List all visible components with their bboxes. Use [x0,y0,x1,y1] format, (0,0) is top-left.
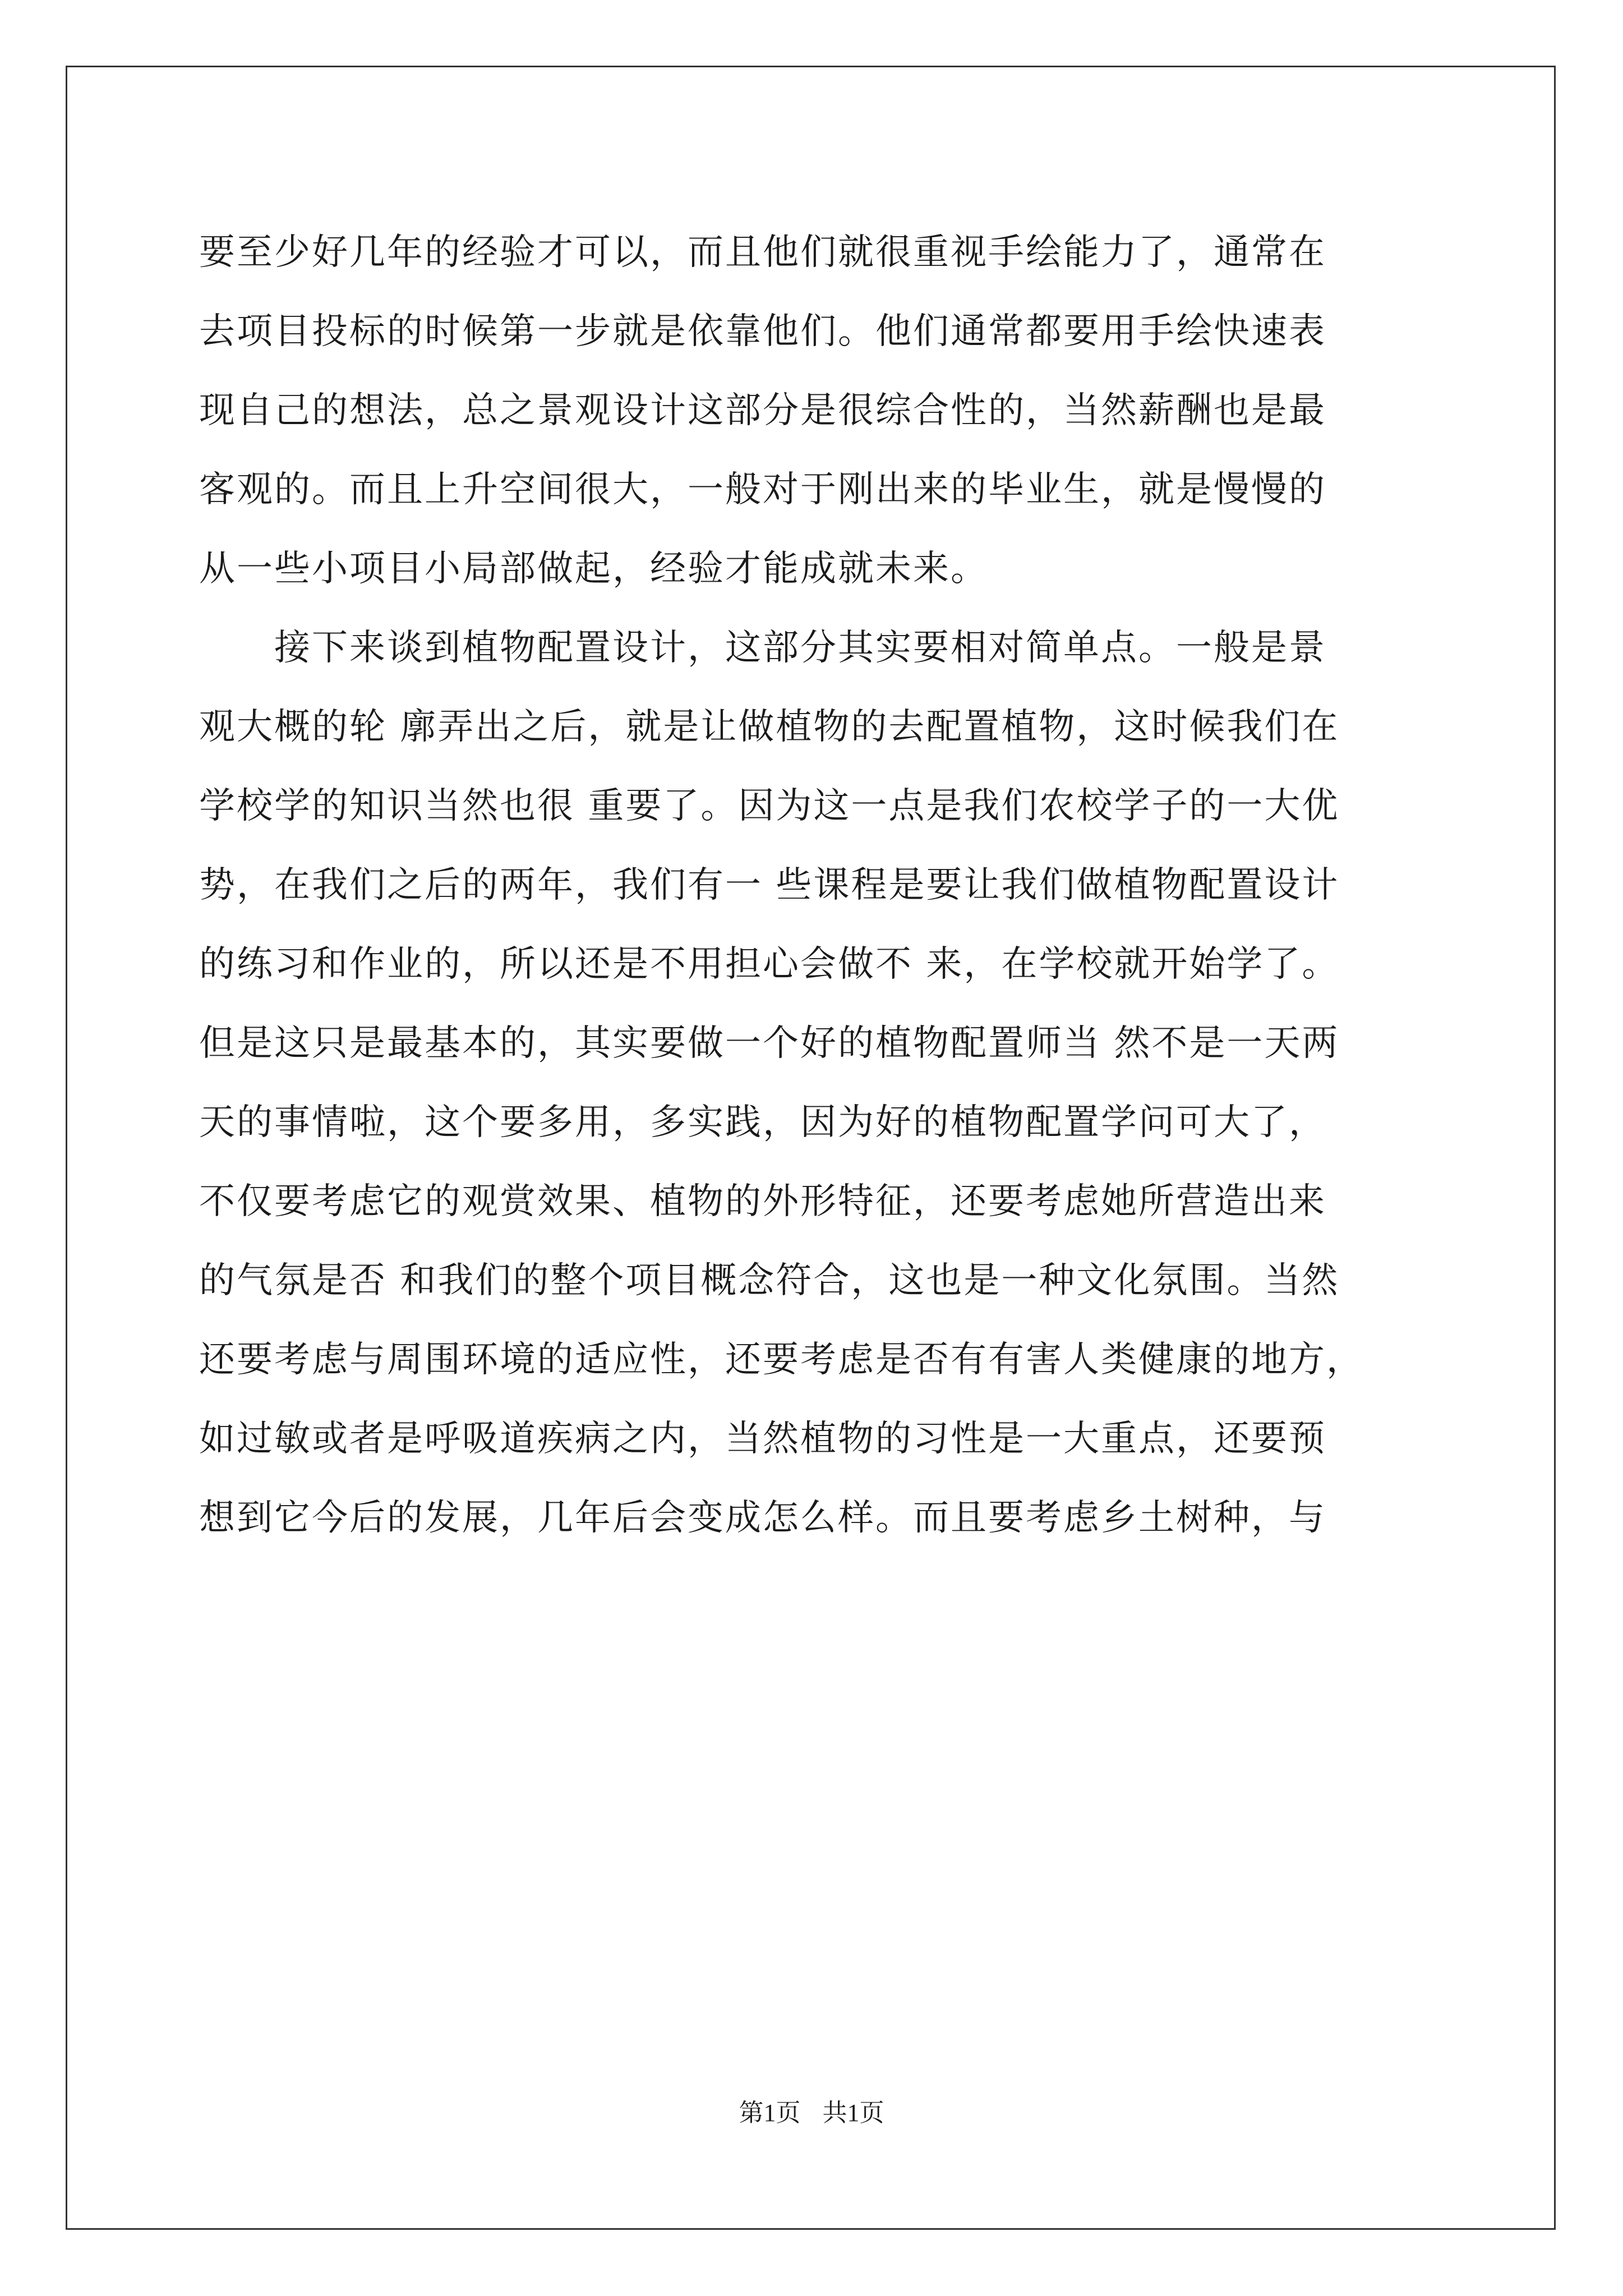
text-line: 但是这只是最基本的，其实要做一个好的植物配置师当 然不是一天两 [199,1023,1340,1064]
text-line: 势，在我们之后的两年，我们有一 些课程是要让我们做植物配置设计 [199,864,1340,906]
text-line: 要至少好几年的经验才可以，而且他们就很重视手绘能力了，通常在 [199,232,1326,273]
text-line: 客观的。而且上升空间很大，一般对于刚出来的毕业生，就是慢慢的 [199,469,1326,510]
page-footer [0,2092,1623,2128]
paragraph [199,213,1438,609]
paragraph [199,609,1438,1558]
text-line: 还要考虑与周围环境的适应性，还要考虑是否有有害人类健康的地方， [199,1339,1364,1381]
text-line: 从一些小项目小局部做起，经验才能成就未来。 [199,548,988,590]
text-line: 现自己的想法，总之景观设计这部分是很综合性的，当然薪酬也是最 [199,390,1326,431]
text-line: 学校学的知识当然也很 重要了。因为这一点是我们农校学子的一大优 [199,785,1340,827]
page-number: 第1页 [739,2099,801,2127]
text-line: 去项目投标的时候第一步就是依靠他们。他们通常都要用手绘快速表 [199,311,1326,352]
text-line: 的气氛是否 和我们的整个项目概念符合，这也是一种文化氛围。当然 [199,1260,1340,1301]
text-line: 的练习和作业的，所以还是不用担心会做不 来，在学校就开始学了。 [199,944,1340,985]
page-total: 共1页 [822,2099,884,2127]
text-line: 天的事情啦，这个要多用，多实践，因为好的植物配置学问可大了， [199,1102,1326,1143]
text-line: 接下来谈到植物配置设计，这部分其实要相对简单点。一般是景 [199,627,1326,669]
text-line: 不仅要考虑它的观赏效果、植物的外形特征，还要考虑她所营造出来 [199,1181,1326,1222]
text-line: 观大概的轮 廓弄出之后，就是让做植物的去配置植物，这时候我们在 [199,706,1340,748]
text-line: 如过敏或者是呼吸道疾病之内，当然植物的习性是一大重点，还要预 [199,1418,1326,1460]
document-body [199,213,1438,1558]
text-line: 想到它今后的发展，几年后会变成怎么样。而且要考虑乡土树种，与 [199,1497,1326,1539]
